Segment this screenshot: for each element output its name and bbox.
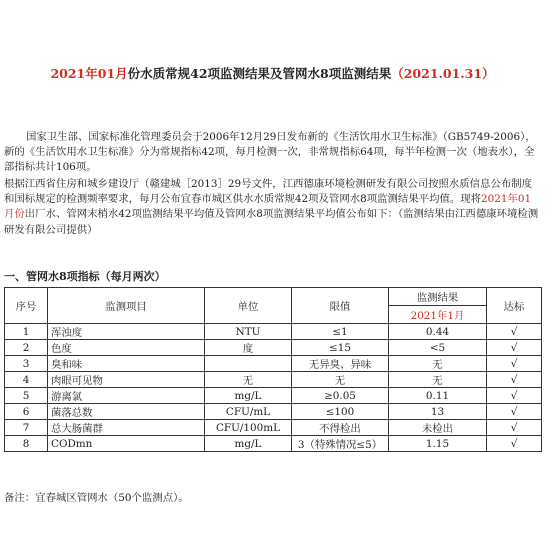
title-month: 2021年01月 — [50, 66, 128, 81]
results-table — [4, 287, 542, 452]
cell-limit: ≤100 — [292, 404, 389, 420]
cell-unit — [205, 356, 292, 372]
cell-pass: √ — [487, 324, 542, 340]
title-date: （2021.01.31） — [391, 66, 495, 81]
cell-limit: 无异臭、异味 — [292, 356, 389, 372]
table-row — [5, 388, 542, 404]
table-row — [5, 356, 542, 372]
cell-index: 5 — [5, 388, 48, 404]
cell-item: 色度 — [48, 340, 205, 356]
cell-item: CODmn — [48, 436, 205, 452]
cell-item: 游离氯 — [48, 388, 205, 404]
cell-unit: CFU/mL — [205, 404, 292, 420]
cell-result: 1.15 — [389, 436, 487, 452]
cell-pass: √ — [487, 436, 542, 452]
cell-limit: ≥0.05 — [292, 388, 389, 404]
header-index: 序号 — [5, 288, 48, 324]
header-result-month: 2021年1月 — [389, 306, 487, 324]
cell-result: 未检出 — [389, 420, 487, 436]
cell-item: 总大肠菌群 — [48, 420, 205, 436]
table-row — [5, 404, 542, 420]
cell-unit: mg/L — [205, 388, 292, 404]
cell-limit: ≤15 — [292, 340, 389, 356]
section-title: 一、管网水8项指标（每月两次） — [4, 270, 166, 283]
header-limit: 限值 — [292, 288, 389, 324]
cell-unit: mg/L — [205, 436, 292, 452]
cell-pass: √ — [487, 420, 542, 436]
cell-limit: ≤1 — [292, 324, 389, 340]
cell-item: 臭和味 — [48, 356, 205, 372]
footnote: 备注：宜春城区管网水（50个监测点）。 — [4, 492, 189, 504]
table-header-row — [5, 288, 542, 306]
cell-result: 13 — [389, 404, 487, 420]
table-row — [5, 372, 542, 388]
intro-paragraph-2-end: 出厂水、管网末梢水42项监测结果平均值及管网水8项监测结果平均值公布如下：（监测结果由江西德康环境检测研发有限公司提供） — [4, 208, 539, 236]
cell-item: 浑浊度 — [48, 324, 205, 340]
intro-paragraph-2-start: 根据江西省住房和城乡建设厅（赣建城［2013］29号文件，江西德康环境检测研发有限公司按照水质信息公布制度和国标规定的检测频率要求，每月公布宜春市城区供水水质常规42项及管网水8项监测结果平均值。现将 — [4, 178, 533, 206]
table-row — [5, 340, 542, 356]
cell-limit: 无 — [292, 372, 389, 388]
intro-paragraph-1: 国家卫生部、国家标准化管理委员会于2006年12月29日发布新的《生活饮用水卫生标准》（GB5749-2006），新的《生活饮用水卫生标准》分为常规指标42项，每月检测一次，非常规指标64项，每半年检测一次（地表水），全部指标共计106项。 — [4, 131, 536, 174]
table-row — [5, 324, 542, 340]
header-unit: 单位 — [205, 288, 292, 324]
cell-index: 1 — [5, 324, 48, 340]
table-row — [5, 436, 542, 452]
intro-month: 2021年01月份 — [4, 193, 532, 221]
cell-index: 4 — [5, 372, 48, 388]
cell-item: 菌落总数 — [48, 404, 205, 420]
cell-result: 无 — [389, 372, 487, 388]
cell-limit: 3（特殊情况≤5） — [292, 436, 389, 452]
cell-unit: 度 — [205, 340, 292, 356]
header-pass: 达标 — [487, 288, 542, 324]
cell-pass: √ — [487, 388, 542, 404]
title-text: 份水质常规42项监测结果及管网水8项监测结果 — [127, 66, 392, 81]
header-item: 监测项目 — [48, 288, 205, 324]
header-result: 监测结果 — [389, 288, 487, 306]
cell-index: 2 — [5, 340, 48, 356]
cell-pass: √ — [487, 404, 542, 420]
cell-result: 0.11 — [389, 388, 487, 404]
cell-item: 肉眼可见物 — [48, 372, 205, 388]
cell-pass: √ — [487, 356, 542, 372]
cell-result: <5 — [389, 340, 487, 356]
intro-paragraph-2 — [4, 177, 541, 238]
page-title — [0, 64, 545, 82]
table-row — [5, 420, 542, 436]
cell-limit: 不得检出 — [292, 420, 389, 436]
cell-index: 6 — [5, 404, 48, 420]
cell-pass: √ — [487, 340, 542, 356]
cell-pass: √ — [487, 372, 542, 388]
cell-result: 0.44 — [389, 324, 487, 340]
cell-unit: CFU/100mL — [205, 420, 292, 436]
cell-index: 8 — [5, 436, 48, 452]
cell-unit: 无 — [205, 372, 292, 388]
cell-result: 无 — [389, 356, 487, 372]
cell-index: 7 — [5, 420, 48, 436]
cell-index: 3 — [5, 356, 48, 372]
cell-unit: NTU — [205, 324, 292, 340]
